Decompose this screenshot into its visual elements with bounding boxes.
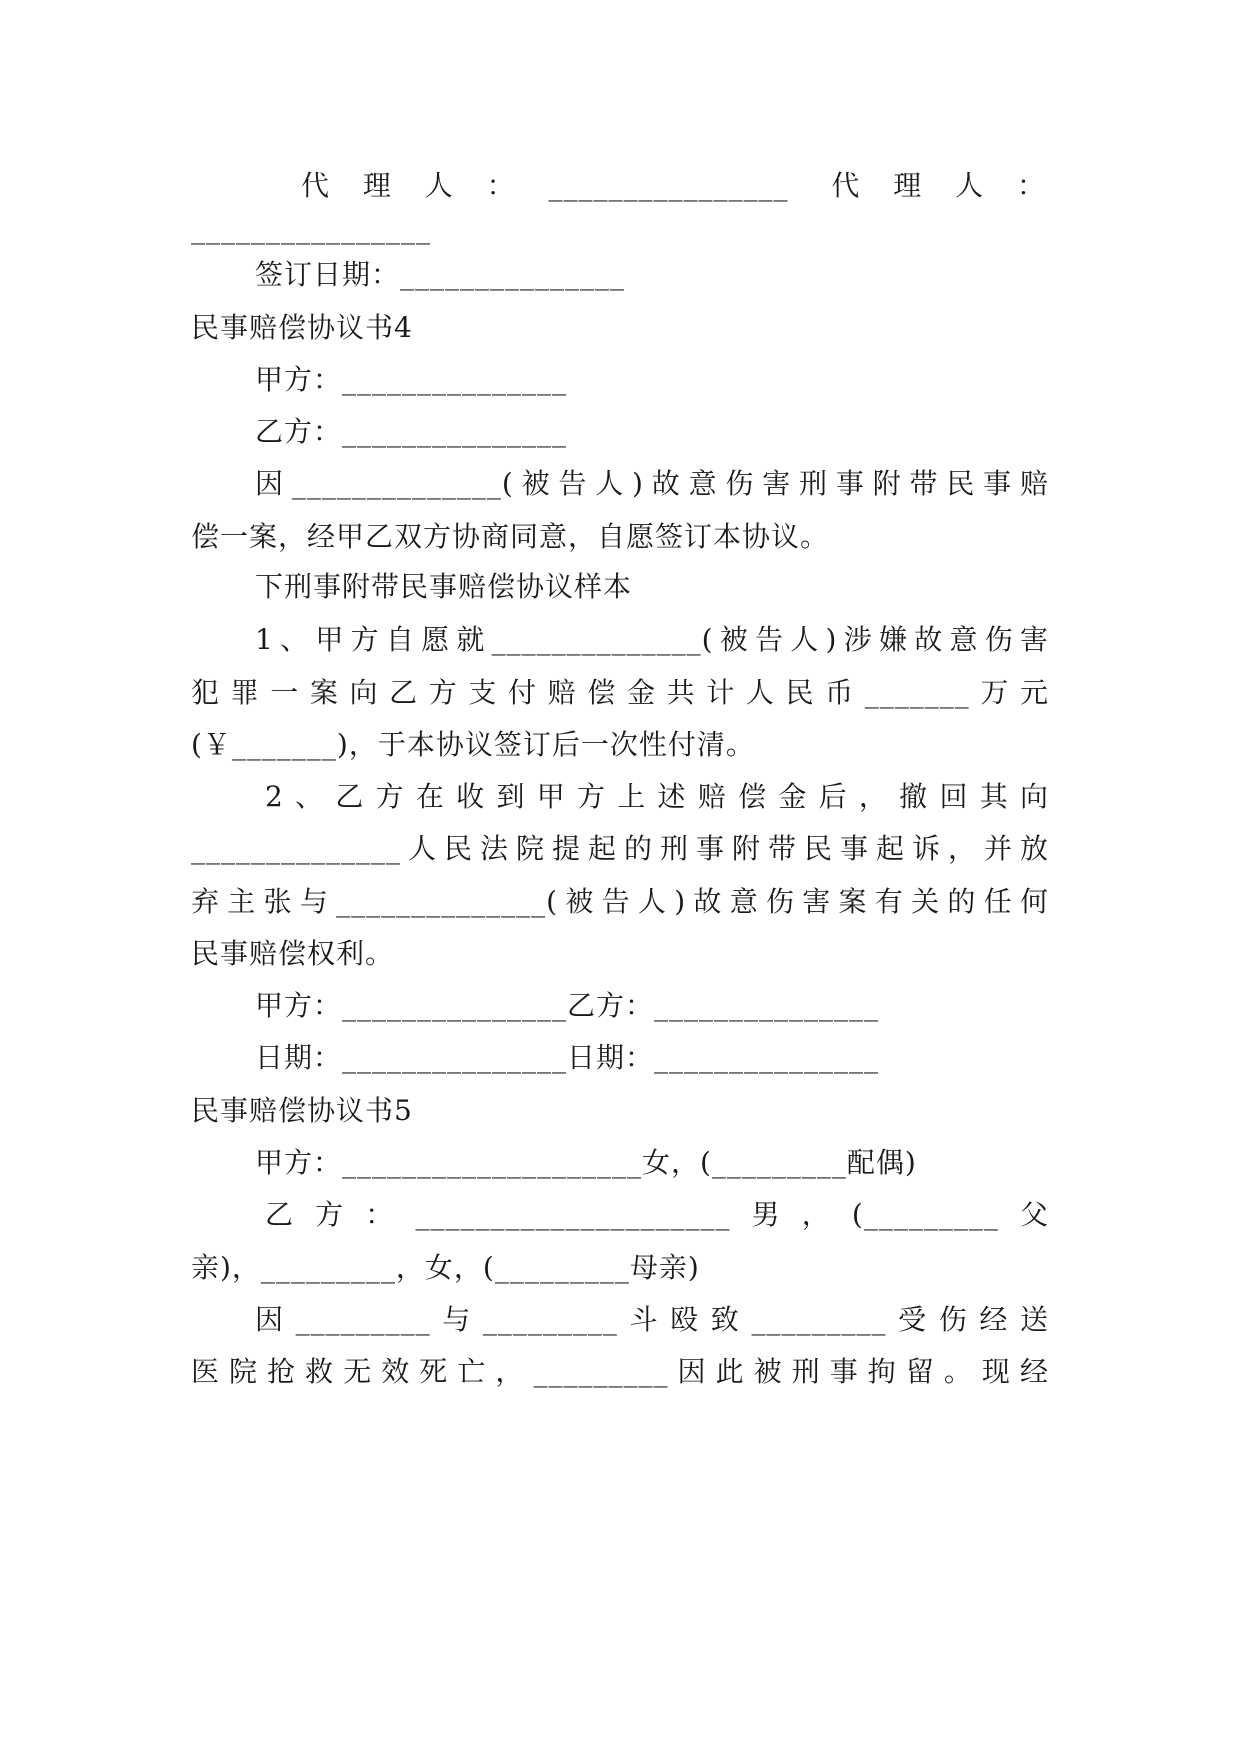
- section-title-5: 民事赔偿协议书5: [191, 1094, 413, 1127]
- section-title-4: 民事赔偿协议书4: [191, 311, 413, 344]
- party-b-line: 乙方：_______________: [255, 415, 568, 448]
- paragraph-line: 因______________(被告人)故意伤害刑事附带民事赔: [255, 467, 1049, 500]
- clause-2-line: 弃主张与______________(被告人)故意伤害案有关的任何: [191, 885, 1049, 918]
- clause-1-line: 1、甲方自愿就______________(被告人)涉嫌故意伤害: [255, 623, 1049, 656]
- paragraph-heading: 下刑事附带民事赔偿协议样本: [255, 570, 633, 603]
- clause-2-line: ______________人民法院提起的刑事附带民事起诉，并放: [191, 832, 1049, 865]
- paragraph-line: 偿一案，经甲乙双方协商同意，自愿签订本协议。: [191, 520, 830, 553]
- signing-date-line: 签订日期：_______________: [255, 258, 626, 291]
- clause-1-line: (￥_______)，于本协议签订后一次性付清。: [191, 728, 755, 761]
- clause-2-line: 民事赔偿权利。: [191, 937, 395, 970]
- signature-row: 甲方：_______________乙方：_______________: [255, 989, 880, 1022]
- clause-2-line: 2、乙方在收到甲方上述赔偿金后，撤回其向: [265, 780, 1049, 813]
- paragraph-line: 医院抢救无效死亡，_________因此被刑事拘留。现经: [191, 1355, 1049, 1388]
- agent-signature-blank: ________________: [191, 212, 431, 245]
- party-a-line: 甲方：_______________: [255, 363, 568, 396]
- agent-signature-line: 代理人：________________ 代理人：: [301, 169, 1046, 202]
- paragraph-line: 因_________与_________斗殴致_________受伤经送: [255, 1303, 1049, 1336]
- clause-1-line: 犯罪一案向乙方支付赔偿金共计人民币_______万元: [191, 676, 1049, 709]
- party-b-line: 乙方：_____________________男，(_________父: [265, 1198, 1049, 1231]
- date-row: 日期：_______________日期：_______________: [255, 1041, 880, 1074]
- party-a-line: 甲方：____________________女，(_________配偶): [255, 1146, 917, 1179]
- party-b-line: 亲)，_________，女，(_________母亲): [191, 1251, 700, 1284]
